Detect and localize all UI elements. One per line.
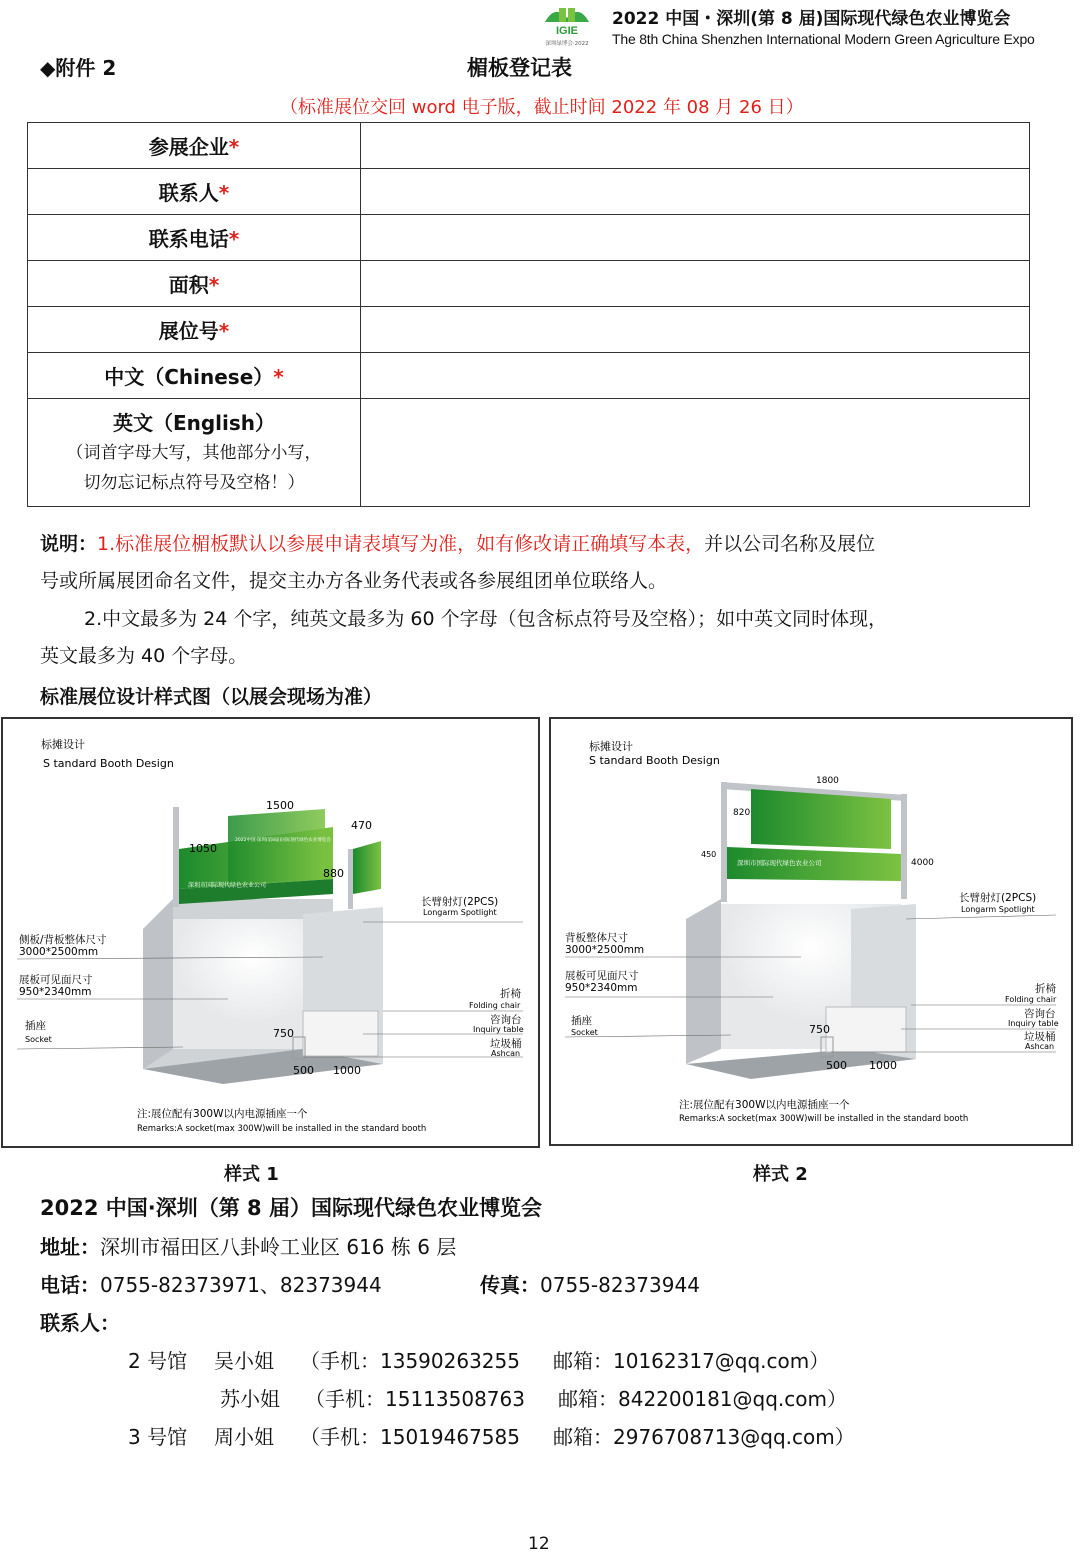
booth2-label-chair: 折椅 xyxy=(1035,983,1056,995)
booth1-dim-width: 1500 xyxy=(266,799,294,812)
form-row xyxy=(28,169,1030,215)
booth2-title-en: S tandard Booth Design xyxy=(589,754,720,767)
booth1-dim-table-h: 750 xyxy=(273,1027,294,1040)
area-field[interactable] xyxy=(361,261,1030,307)
form-label: 面积* xyxy=(28,261,361,307)
booth1-label-bin-en: Ashcan xyxy=(491,1049,521,1058)
booth2-label-socket: 插座 xyxy=(571,1015,592,1027)
form-row xyxy=(28,353,1030,399)
booth2-label-visible: 展板可见面尺寸 xyxy=(565,970,639,982)
booth1-label-table-en: Inquiry table xyxy=(473,1025,524,1034)
booth1-remark: 注:展位配有300W以内电源插座一个 xyxy=(137,1108,308,1120)
booth2-label-bin: 垃圾桶 xyxy=(1024,1031,1056,1043)
booth2-label-panel-val: 3000*2500mm xyxy=(565,944,645,956)
contact-hall: 3 号馆 xyxy=(128,1425,188,1449)
form-row xyxy=(28,307,1030,353)
contact-mobile: （手机：15113508763 xyxy=(305,1387,525,1411)
booth2-label-table-en: Inquiry table xyxy=(1008,1019,1059,1028)
style-2-caption: 样式 2 xyxy=(753,1164,808,1185)
booth2-label-table: 咨询台 xyxy=(1024,1008,1056,1020)
note-line-4: 英文最多为 40 个字母。 xyxy=(40,645,248,667)
booth2-label-spot-en: Longarm Spotlight xyxy=(961,905,1035,914)
booth1-label-chair-en: Folding chair xyxy=(469,1001,521,1010)
form-row xyxy=(28,399,1030,507)
header-title-cn: 2022 中国・深圳(第 8 届)国际现代绿色农业博览会 xyxy=(612,9,1011,29)
deadline-note: （标准展位交回 word 电子版，截止时间 2022 年 08 月 26 日） xyxy=(280,97,804,118)
contact-hall: 2 号馆 xyxy=(128,1349,188,1373)
company-field[interactable] xyxy=(361,123,1030,169)
address-line: 地址：深圳市福田区八卦岭工业区 616 栋 6 层 xyxy=(40,1235,457,1259)
booth2-remark-en: Remarks:A socket(max 300W)will be installed in the standard booth xyxy=(679,1114,969,1124)
booth2-label-chair-en: Folding chair xyxy=(1005,995,1057,1004)
phone-line: 电话：0755-82373971、82373944 xyxy=(40,1273,382,1297)
form-label: 中文（Chinese）* xyxy=(28,353,361,399)
organizer-name: 2022 中国·深圳（第 8 届）国际现代绿色农业博览会 xyxy=(40,1196,542,1220)
booth-number-field[interactable] xyxy=(361,307,1030,353)
form-label: 联系电话* xyxy=(28,215,361,261)
form-label: 联系人* xyxy=(28,169,361,215)
fax-line: 传真：0755-82373944 xyxy=(480,1273,700,1297)
header-title-en: The 8th China Shenzhen International Modern Green Agriculture Expo xyxy=(612,31,1035,47)
style-1-caption: 样式 1 xyxy=(224,1164,279,1185)
page-number: 12 xyxy=(528,1534,550,1554)
booth1-dim-height: 1050 xyxy=(189,842,217,855)
note-line-2: 号或所属展团命名文件，提交主办方各业务代表或各参展组团单位联络人。 xyxy=(40,570,668,592)
booth1-dim-table-w: 1000 xyxy=(333,1064,361,1077)
booth-style-2-image xyxy=(549,717,1073,1146)
booth2-title-cn: 标摊设计 xyxy=(589,740,633,753)
booth1-label-socket-en: Socket xyxy=(25,1035,52,1044)
contact-name: 周小姐 xyxy=(214,1425,274,1449)
booth1-label-socket: 插座 xyxy=(25,1020,46,1032)
booth1-label-spot: 长臂射灯(2PCS) xyxy=(421,896,499,908)
booth2-dim-fascia: 820 xyxy=(733,808,751,818)
registration-form xyxy=(27,122,1030,507)
booth2-dim-table-h: 750 xyxy=(809,1023,830,1036)
form-label: 展位号* xyxy=(28,307,361,353)
booth2-label-spot: 长臂射灯(2PCS) xyxy=(959,892,1037,904)
contacts-label: 联系人： xyxy=(40,1311,120,1335)
booth1-dim-side: 470 xyxy=(351,819,372,832)
booth1-dim-depth: 500 xyxy=(293,1064,314,1077)
booth1-title-en: S tandard Booth Design xyxy=(43,757,174,770)
booth1-dim-fascia: 880 xyxy=(323,867,344,880)
booth2-label-socket-en: Socket xyxy=(571,1028,598,1037)
booth2-fascia-company: 深圳市国际现代绿色农业公司 xyxy=(737,859,822,867)
booth1-label-panel-val: 3000*2500mm xyxy=(19,946,99,958)
booth1-title-cn: 标摊设计 xyxy=(41,738,85,751)
booth2-remark: 注:展位配有300W以内电源插座一个 xyxy=(679,1099,850,1111)
form-label: 参展企业* xyxy=(28,123,361,169)
booth2-label-visible-val: 950*2340mm xyxy=(565,982,638,994)
english-name-field[interactable] xyxy=(361,399,1030,507)
chinese-name-field[interactable] xyxy=(361,353,1030,399)
form-row xyxy=(28,215,1030,261)
attachment-label: ◆附件 2 xyxy=(40,56,117,80)
contact-email[interactable]: 邮箱：10162317@qq.com） xyxy=(553,1349,830,1373)
contact-email[interactable]: 邮箱：2976708713@qq.com） xyxy=(553,1425,855,1449)
logo-text: IGIE xyxy=(555,25,579,37)
booth2-label-bin-en: Ashcan xyxy=(1025,1042,1055,1051)
logo-subtext: 深圳绿博会·2022 xyxy=(545,41,589,47)
note-line-1: 说明：1.标准展位楣板默认以参展申请表填写为准，如有修改请正确填写本表，并以公司名称及展位 xyxy=(40,533,876,555)
booth1-label-visible-val: 950*2340mm xyxy=(19,986,92,998)
contact-person-field[interactable] xyxy=(361,169,1030,215)
booth2-dim-height: 4000 xyxy=(911,858,934,868)
page-title: 楣板登记表 xyxy=(467,56,572,80)
booth1-label-spot-en: Longarm Spotlight xyxy=(423,908,497,917)
note-line-3: 2.中文最多为 24 个字，纯英文最多为 60 个字母（包含标点符号及空格）；如中英文同时体现， xyxy=(84,608,888,630)
booth2-dim-table-w: 1000 xyxy=(869,1059,897,1072)
booth2-dim-lower: 450 xyxy=(701,850,717,859)
contact-mobile: （手机：13590263255 xyxy=(300,1349,520,1373)
booth2-dim-width: 1800 xyxy=(816,776,839,786)
booth-style-1-image xyxy=(1,717,540,1148)
booth1-label-table: 咨询台 xyxy=(490,1014,522,1026)
booth1-label-visible: 展板可见面尺寸 xyxy=(19,974,93,986)
contact-name: 吴小姐 xyxy=(214,1349,274,1373)
booth1-fascia-company: 深圳市国际现代绿色农业公司 xyxy=(188,882,267,889)
booth2-dim-depth: 500 xyxy=(826,1059,847,1072)
phone-field[interactable] xyxy=(361,215,1030,261)
booth1-remark-en: Remarks:A socket(max 300W)will be installed in the standard booth xyxy=(137,1124,427,1134)
booth1-fascia-expo: 2022中国·深圳(第8届)国际现代绿色农业博览会 xyxy=(235,838,331,843)
contact-email[interactable]: 邮箱：842200181@qq.com） xyxy=(558,1387,847,1411)
form-label: 英文（English） （词首字母大写，其他部分小写， 切勿忘记标点符号及空格！） xyxy=(28,399,361,507)
booth1-label-chair: 折椅 xyxy=(500,988,521,1000)
design-heading: 标准展位设计样式图（以展会现场为准） xyxy=(40,686,383,708)
contact-mobile: （手机：15019467585 xyxy=(300,1425,520,1449)
form-row xyxy=(28,123,1030,169)
form-row xyxy=(28,261,1030,307)
contact-name: 苏小姐 xyxy=(220,1387,280,1411)
booth2-label-panel: 背板整体尺寸 xyxy=(565,932,628,944)
expo-logo xyxy=(535,0,599,48)
booth1-label-panel: 侧板/背板整体尺寸 xyxy=(19,934,107,946)
booth1-label-bin: 垃圾桶 xyxy=(490,1038,522,1050)
